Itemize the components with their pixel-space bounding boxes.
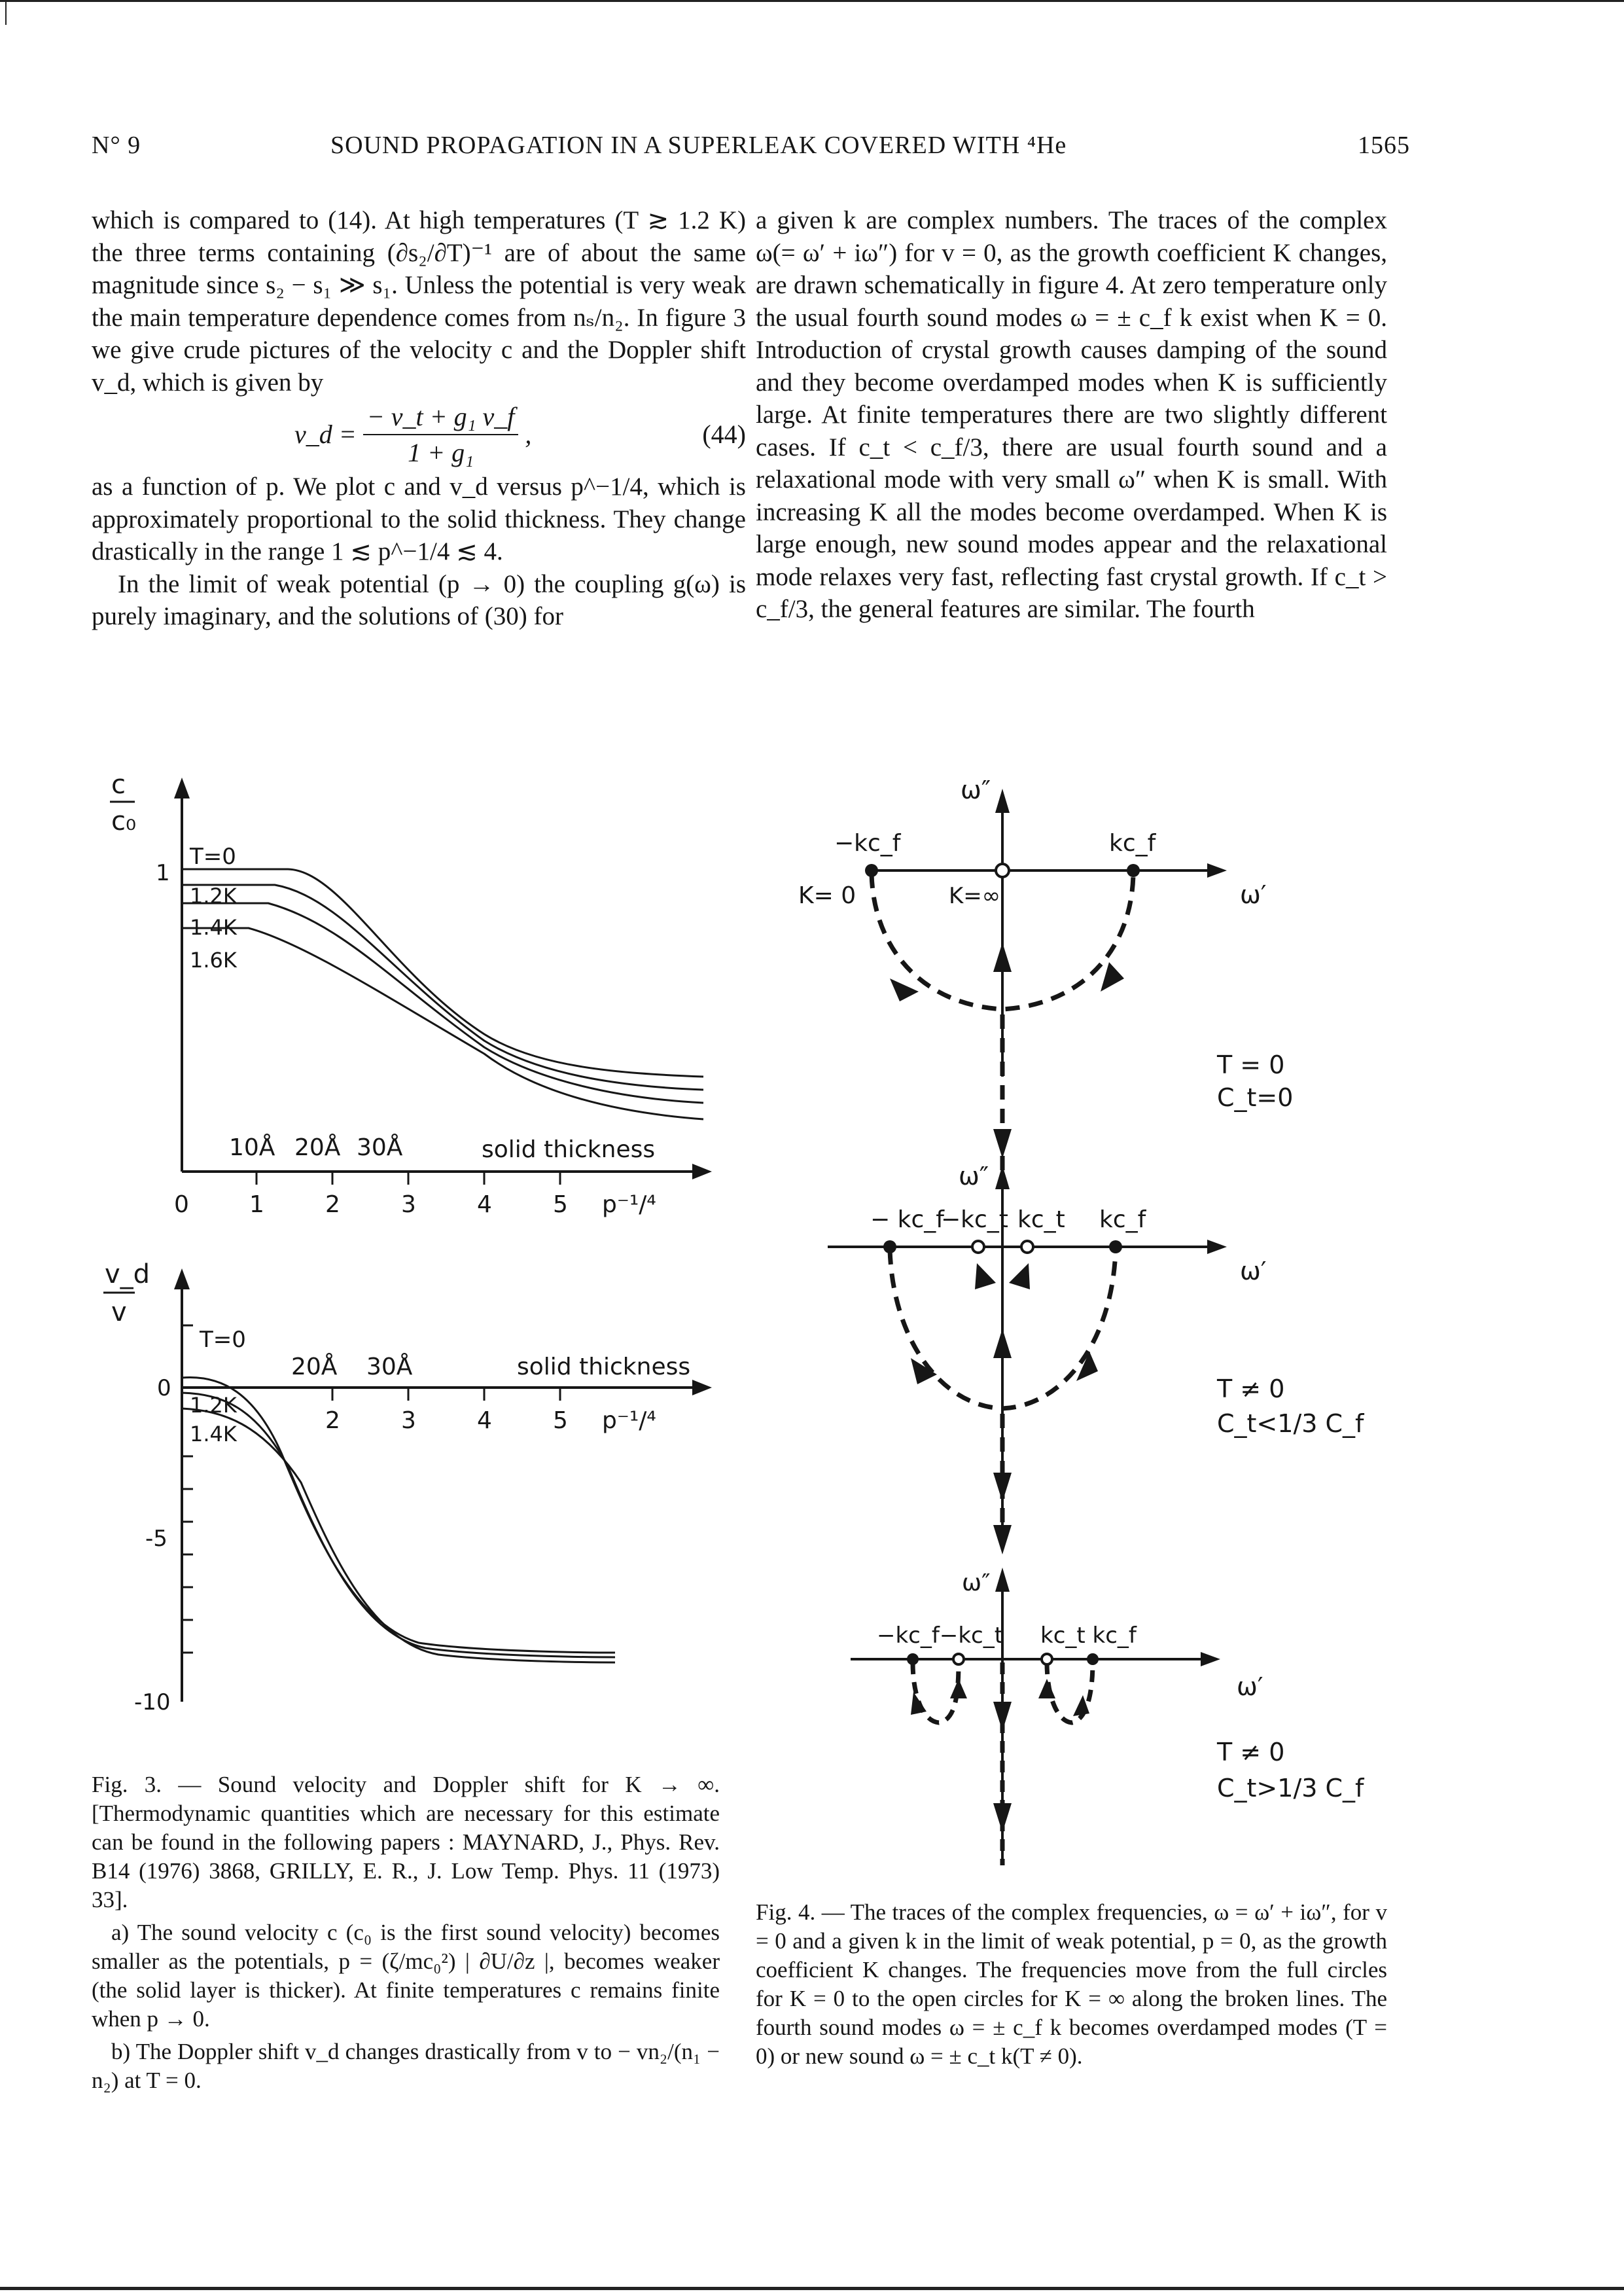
fig4-p3-omega2: ω″ [962, 1570, 991, 1596]
fig3b-curve-t0 [182, 1377, 615, 1653]
fig4-p3-omega1: ω′ [1237, 1672, 1263, 1701]
fig3b-label-1-2k: 1.2K [190, 1393, 237, 1418]
left-paragraph-1: which is compared to (14). At high temperatures (T ≳ 1.2 K) the three terms containing (∂s₂/∂T)⁻¹ are of about the same magnitude since s₂ − s₁ ≫ s₁. Unless the potential is very weak the main temperature dependence comes from nₛ/n₂. In figure 3 we give crude pictures of the velocity c and the Doppler shift v_d, which is given by [92, 206, 746, 397]
fig3b-curve-1-2k [182, 1393, 615, 1657]
fig3a-solid-thickness: solid thickness [482, 1136, 656, 1163]
fig3a-thickness-20a: 20Å [294, 1134, 341, 1161]
fig3a-curve-1-6k [182, 928, 703, 1119]
fig3b-y-arrow [174, 1268, 190, 1289]
fig4-p1-minus-kcf: −kc_f [834, 830, 901, 857]
fig3a-ytick-1: 1 [156, 860, 170, 886]
running-title: SOUND PROPAGATION IN A SUPERLEAK COVERED WITH ⁴He [330, 132, 1067, 159]
figure-4 [759, 766, 1426, 1865]
fig4-p2-tne0: T ≠ 0 [1217, 1374, 1285, 1403]
fig3a-curve-t0 [182, 869, 703, 1077]
equation-numerator: − v_t + g₁ v_f [363, 401, 519, 436]
fig3a-xtick-0: 0 [174, 1191, 189, 1218]
fig4-p2-omega2: ω″ [959, 1162, 989, 1191]
fig3a-xtick-3: 3 [401, 1191, 416, 1218]
fig3b-thickness-30a: 30Å [366, 1354, 413, 1380]
equation-44 [92, 399, 746, 471]
fig3-caption-b: b) The Doppler shift v_d changes drastically from v to − vn₂/(n₁ − n₂) at T = 0. [92, 2039, 720, 2093]
fig3a-curve-1-2k [182, 885, 703, 1090]
fig4-p2-minus-kct: −kc_t [941, 1206, 1008, 1233]
right-paragraph-1: a given k are complex numbers. The traces of the complex ω(= ω′ + iω″) for v = 0, as the growth coefficient K changes, are drawn schematically in figure 4. At zero temperature only the usual fourth sound modes ω = ± c_f k exist when K = 0. Introduction of crystal growth causes damping of the sound and they become overdamped modes when K is sufficiently large. At finite temperatures there are two slightly different cases. If c_t < c_f/3, there are usual fourth sound and a relaxational mode with very small ω″ when K is small. With increasing K all the modes become overdamped. When K is large enough, new sound modes appear and the relaxational mode relaxes very fast, reflecting fast crystal growth. If c_t > c_f/3, the general features are similar. The fourth [756, 206, 1387, 623]
fig3a-y-arrow [174, 778, 190, 798]
fig3b-xtick-2: 2 [325, 1407, 340, 1434]
fig3b-x-arrow [692, 1380, 712, 1395]
figure-3a [92, 766, 726, 1237]
journal-number: N° 9 [92, 132, 141, 159]
fig3b-ytick-m10: -10 [134, 1689, 171, 1715]
fig3-caption-a: a) The sound velocity c (c₀ is the first sound velocity) becomes smaller as the potentials, p = (ζ/mc₀²) | ∂U/∂z |, becomes weaker (the solid layer is thicker). At finite temperatures c remains finite when p → 0. [92, 1920, 720, 2032]
right-column [756, 204, 1387, 626]
fig3a-thickness-10a: 10Å [229, 1134, 275, 1161]
fig4-p3-right-labels: kc_t kc_f [1040, 1623, 1137, 1649]
fig4-p1-ct0: C_t=0 [1217, 1083, 1294, 1112]
fig3b-ylabel-v: v [111, 1297, 127, 1327]
fig3b-ytick-m5: -5 [145, 1526, 168, 1552]
fig4-p2-kcf: kc_f [1099, 1206, 1146, 1233]
fig4-p3-left-labels: −kc_f−kc_t [877, 1623, 1004, 1649]
fig4-p1-omega1: ω′ [1240, 880, 1267, 909]
fig3a-xtick-4: 4 [477, 1191, 492, 1218]
bottom-border-line [0, 2287, 1624, 2290]
fig3a-ylabel-c: c [111, 770, 126, 800]
equation-fraction [363, 401, 519, 469]
equation-lhs: v_d = [294, 420, 357, 450]
left-column [92, 204, 746, 633]
equation-label: (44) [702, 420, 746, 450]
fig3-caption [92, 1770, 720, 2099]
fig3b-curve-1-4k [182, 1408, 615, 1662]
fig3a-label-1-6k: 1.6K [190, 948, 237, 973]
fig4-panel-1 [798, 776, 1293, 1185]
fig4-panel-2 [828, 1162, 1365, 1554]
fig3b-xtick-5: 5 [553, 1407, 568, 1434]
fig3b-xtick-4: 4 [477, 1407, 492, 1434]
fig3a-x-arrow [692, 1164, 712, 1179]
fig3b-label-1-4k: 1.4K [190, 1422, 237, 1446]
fig3a-xtick-5: 5 [553, 1191, 568, 1218]
fig3a-xlabel: p⁻¹/⁴ [602, 1191, 656, 1218]
fig3a-label-1-4k: 1.4K [190, 915, 237, 940]
fig3b-xtick-3: 3 [401, 1407, 416, 1434]
left-edge-mark [5, 0, 7, 25]
fig4-p2-minus-kcf: − kc_f [870, 1206, 944, 1233]
page-number: 1565 [1358, 132, 1410, 159]
fig3b-xlabel: p⁻¹/⁴ [602, 1407, 656, 1434]
equation-denominator: 1 + g₁ [408, 438, 474, 467]
fig4-p1-kinf: K=∞ [949, 883, 1001, 909]
fig3a-x-ticks [256, 1172, 560, 1185]
fig3a-xtick-1: 1 [249, 1191, 264, 1218]
fig3b-ylabel-vd: v_d [105, 1259, 150, 1289]
fig4-p1-k0: K= 0 [798, 882, 856, 909]
fig4-caption-main: Fig. 4. — The traces of the complex frequencies, ω = ω′ + iω″, for v = 0 and a given k in the limit of weak potential, p = 0, as the growth coefficient K changes. The frequencies move from the full circles for K = 0 to the open circles for K = ∞ along the broken lines. The fourth sound modes ω = ± c_f k becomes overdamped modes (T = 0) or new sound ω = ± c_t k(T ≠ 0). [756, 1899, 1387, 2069]
left-paragraph-2: as a function of p. We plot c and v_d versus p^−1/4, which is approximately proportional to the solid thickness. They change drastically in the range 1 ≲ p^−1/4 ≲ 4. [92, 473, 746, 565]
equation-comma: , [525, 420, 532, 450]
top-border-line [0, 0, 1624, 2]
left-paragraph-3: In the limit of weak potential (p → 0) the coupling g(ω) is purely imaginary, and the solutions of (30) for [92, 569, 746, 630]
fig4-panel-3 [851, 1568, 1365, 1865]
fig3b-thickness-20a: 20Å [291, 1354, 338, 1380]
fig3a-label-1-2k: 1.2K [190, 884, 237, 908]
fig4-p3-ct-gt: C_t>1/3 C_f [1217, 1774, 1364, 1803]
fig3-caption-main: Fig. 3. — Sound velocity and Doppler shift for K → ∞. [Thermodynamic quantities which are necessary for this estimate can be found in the following papers : MAYNARD, J., Phys. Rev. B14 (1976) 3868, GRILLY, E. R., J. Low Temp. Phys. 11 (1973) 33]. [92, 1772, 720, 1912]
fig4-p1-kcf: kc_f [1109, 830, 1156, 857]
fig4-p2-kct: kc_t [1017, 1206, 1065, 1233]
fig3b-solid-thickness: solid thickness [517, 1354, 691, 1380]
fig3a-thickness-30a: 30Å [357, 1134, 403, 1161]
fig3a-ylabel-c0: c₀ [111, 806, 137, 836]
fig4-caption [756, 1898, 1387, 2075]
fig3a-xtick-2: 2 [325, 1191, 340, 1218]
fig3b-ytick-0: 0 [157, 1375, 171, 1401]
fig4-p1-omega2: ω″ [961, 776, 991, 804]
fig4-p1-t0: T = 0 [1217, 1050, 1285, 1079]
figure-3b [92, 1257, 726, 1728]
fig3b-label-t0: T=0 [200, 1327, 246, 1353]
fig4-p2-omega1: ω′ [1240, 1257, 1267, 1285]
fig4-p2-ct-lt: C_t<1/3 C_f [1217, 1409, 1364, 1438]
fig4-p3-tne0: T ≠ 0 [1217, 1738, 1285, 1767]
fig3a-label-t0: T=0 [190, 844, 236, 870]
